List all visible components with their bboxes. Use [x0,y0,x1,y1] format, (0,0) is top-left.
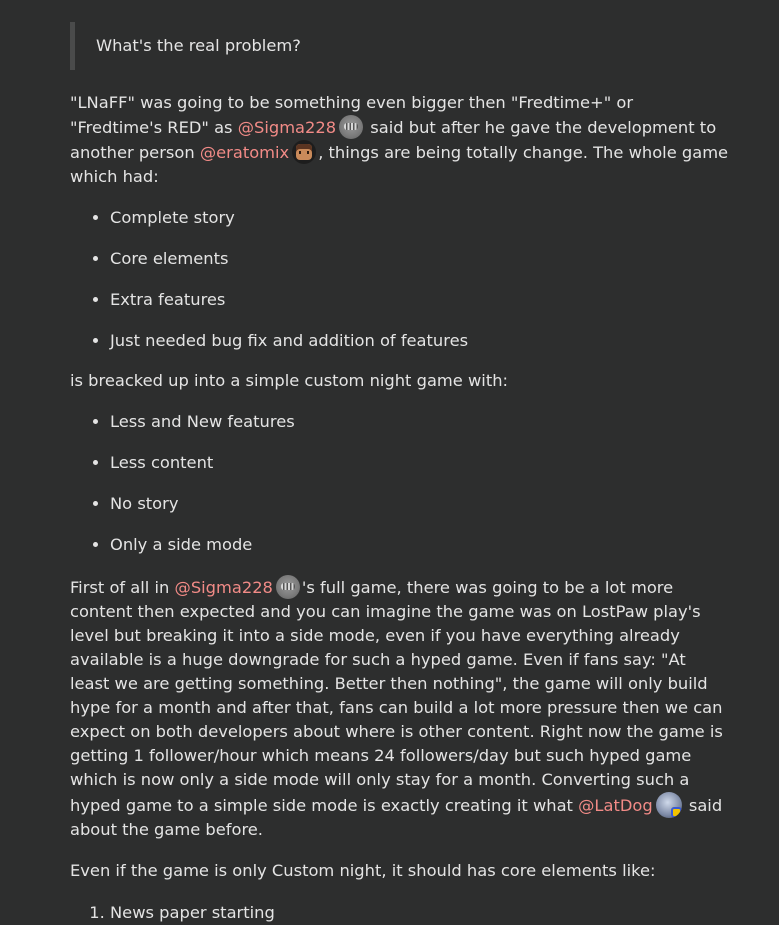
intro-text-2: said but after he gave the development to another person [70,118,717,162]
mention-sigma228[interactable]: @Sigma228 [174,578,273,597]
bullet-list-with [70,410,730,557]
long-text-1: First of all in [70,578,175,597]
blockquote [70,22,730,70]
eratomix-avatar-icon[interactable] [292,140,316,164]
list-item: 1. News paper starting [110,901,730,925]
list-item: • Just needed bug fix and addition of features [110,329,730,353]
sigma228-avatar-icon[interactable] [276,575,300,599]
intro-paragraph [70,91,730,189]
list-item: • Core elements [110,247,730,271]
list-item: • Less content [110,451,730,475]
sigma228-avatar-icon[interactable] [339,115,363,139]
mention-eratomix[interactable]: @eratomix [199,143,290,162]
intro-text-3: , things are being totally change. The whole game which had: [70,143,729,186]
list-item: • Less and New features [110,410,730,434]
quote-text: What's the real problem? [96,36,301,55]
bullet-list-had [70,206,730,353]
latdog-avatar-icon[interactable] [656,792,682,818]
mention-sigma228[interactable]: @Sigma228 [237,118,337,137]
numbered-list-core [70,901,730,925]
post-content [70,0,730,925]
list-item: • No story [110,492,730,516]
list-item: • Only a side mode [110,533,730,557]
mention-latdog[interactable]: @LatDog [578,796,653,815]
long-text-3: said about the game before. [70,796,723,839]
long-text-2: 's full game, there was going to be a lot more content then expected and you can imagine the game was on LostPaw play's level but breaking it into a side mode, even if you have everything already available is a huge downgrade for such a hyped game. Even if fans say: "At least we are getting something. Better then nothing", the game will only build hype for a month and after that, fans can build a lot more pressure then we can expect on both developers about where is other content. Right now the game is getting 1 follower/hour which means 24 followers/day but such hyped game which is now only a side mode will only stay for a month. Converting such a hyped game to a simple side mode is exactly creating it what [70,578,723,815]
long-paragraph [70,575,730,842]
intro-text-1: "LNaFF" was going to be something even bigger then "Fredtime+" or "Fredtime's RED" as [70,93,634,137]
list-item: • Complete story [110,206,730,230]
mid-paragraph: is breacked up into a simple custom night game with: [70,371,509,390]
core-elements-paragraph: Even if the game is only Custom night, it should has core elements like: [70,861,656,880]
list-item: • Extra features [110,288,730,312]
